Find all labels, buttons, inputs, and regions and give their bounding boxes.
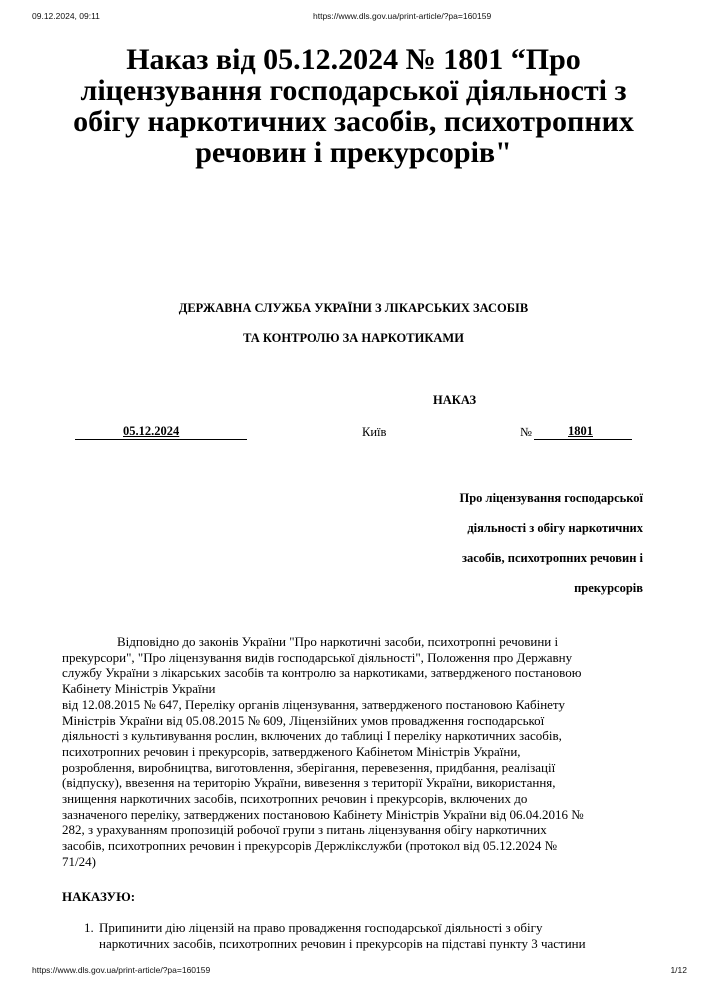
- preamble-line: від 12.08.2015 № 647, Переліку органів ліцензування, затвердженого постановою Кабінету: [62, 696, 565, 712]
- preamble-line: Відповідно до законів України "Про наркотичні засоби, психотропні речовини і: [117, 634, 559, 649]
- order-number-sign: №: [520, 425, 532, 439]
- decree-label: НАКАЗУЮ:: [62, 889, 136, 904]
- preamble-line: діяльності з культивування рослин, включених до таблиці І переліку наркотичних засобів,: [62, 728, 562, 744]
- order-subject: [420, 483, 643, 603]
- preamble-line: Кабінету Міністрів України: [62, 681, 216, 697]
- preamble-line: прекурсори", "Про ліцензування видів господарської діяльності", Положення про Державну: [62, 649, 573, 665]
- subject-line: Про ліцензування господарської: [459, 491, 643, 505]
- preamble-line: службу України з лікарських засобів та контролю за наркотиками, затвердженого постановою: [62, 665, 582, 681]
- subject-line: засобів, психотропних речовин і: [461, 551, 643, 565]
- preamble-line: засобів, психотропних речовин і прекурсорів Держлікслужби (протокол від 05.12.2024 №: [62, 838, 557, 854]
- preamble-line: знищення наркотичних засобів, психотропних речовин і прекурсорів, включених до: [62, 791, 528, 807]
- order-dateline: [0, 425, 707, 441]
- preamble-line: Міністрів України від 05.08.2015 № 609, Ліцензійних умов провадження господарської: [62, 712, 545, 728]
- order-heading: НАКАЗ: [433, 393, 477, 407]
- preamble-line: 282, з урахуванням пропозицій робочої групи з питань ліцензування обігу наркотичних: [62, 822, 547, 838]
- order-number: 1801: [568, 424, 593, 438]
- page-number: 1/12: [670, 965, 687, 975]
- list-item-text: [62, 920, 652, 951]
- preamble-line: розроблення, виробництва, виготовлення, зберігання, перевезення, придбання, реалізації: [62, 759, 556, 775]
- title-line: обігу наркотичних засобів, психотропних: [73, 105, 634, 138]
- list-item-number: 1.: [84, 920, 94, 935]
- title-line: ліцензування господарської діяльності з: [80, 74, 627, 107]
- order-city: Київ: [362, 425, 387, 439]
- print-header: [0, 11, 707, 25]
- order-date-field: [75, 425, 247, 440]
- list-item-line: наркотичних засобів, психотропних речовин і прекурсорів на підставі пункту 3 частини: [99, 935, 586, 951]
- decree-items-list: [62, 920, 652, 951]
- order-number-field: [534, 425, 632, 440]
- preamble-line: зазначеного переліку, затверджених постановою Кабінету Міністрів України від 06.04.2016 №: [62, 806, 584, 822]
- print-footer: [0, 965, 707, 979]
- list-item-line: Припинити дію ліцензій на право провадження господарської діяльності з обігу: [99, 920, 543, 935]
- organization-name-line2: ТА КОНТРОЛЮ ЗА НАРКОТИКАМИ: [243, 331, 464, 345]
- list-item: [62, 920, 652, 951]
- print-header-url: https://www.dls.gov.ua/print-article/?pa=160159: [313, 11, 492, 21]
- preamble-line: (відпуску), ввезення на територію України, вивезення з території України, використання,: [62, 775, 556, 791]
- print-datetime: 09.12.2024, 09:11: [32, 11, 100, 21]
- print-footer-url: https://www.dls.gov.ua/print-article/?pa=160159: [32, 965, 211, 975]
- page-title: [60, 44, 647, 168]
- title-line: речовин і прекурсорів": [195, 136, 512, 169]
- subject-line: діяльності з обігу наркотичних: [467, 521, 643, 535]
- preamble-line: 71/24): [62, 853, 96, 869]
- organization-name-line1: ДЕРЖАВНА СЛУЖБА УКРАЇНИ З ЛІКАРСЬКИХ ЗАСОБІВ: [178, 301, 529, 315]
- preamble-paragraph: [62, 634, 652, 870]
- order-date: 05.12.2024: [123, 424, 180, 438]
- title-line: Наказ від 05.12.2024 № 1801 “Про: [126, 43, 581, 76]
- preamble-line: психотропних речовин і прекурсорів, затвердженого Кабінетом Міністрів України,: [62, 743, 521, 759]
- subject-line: прекурсорів: [574, 581, 643, 595]
